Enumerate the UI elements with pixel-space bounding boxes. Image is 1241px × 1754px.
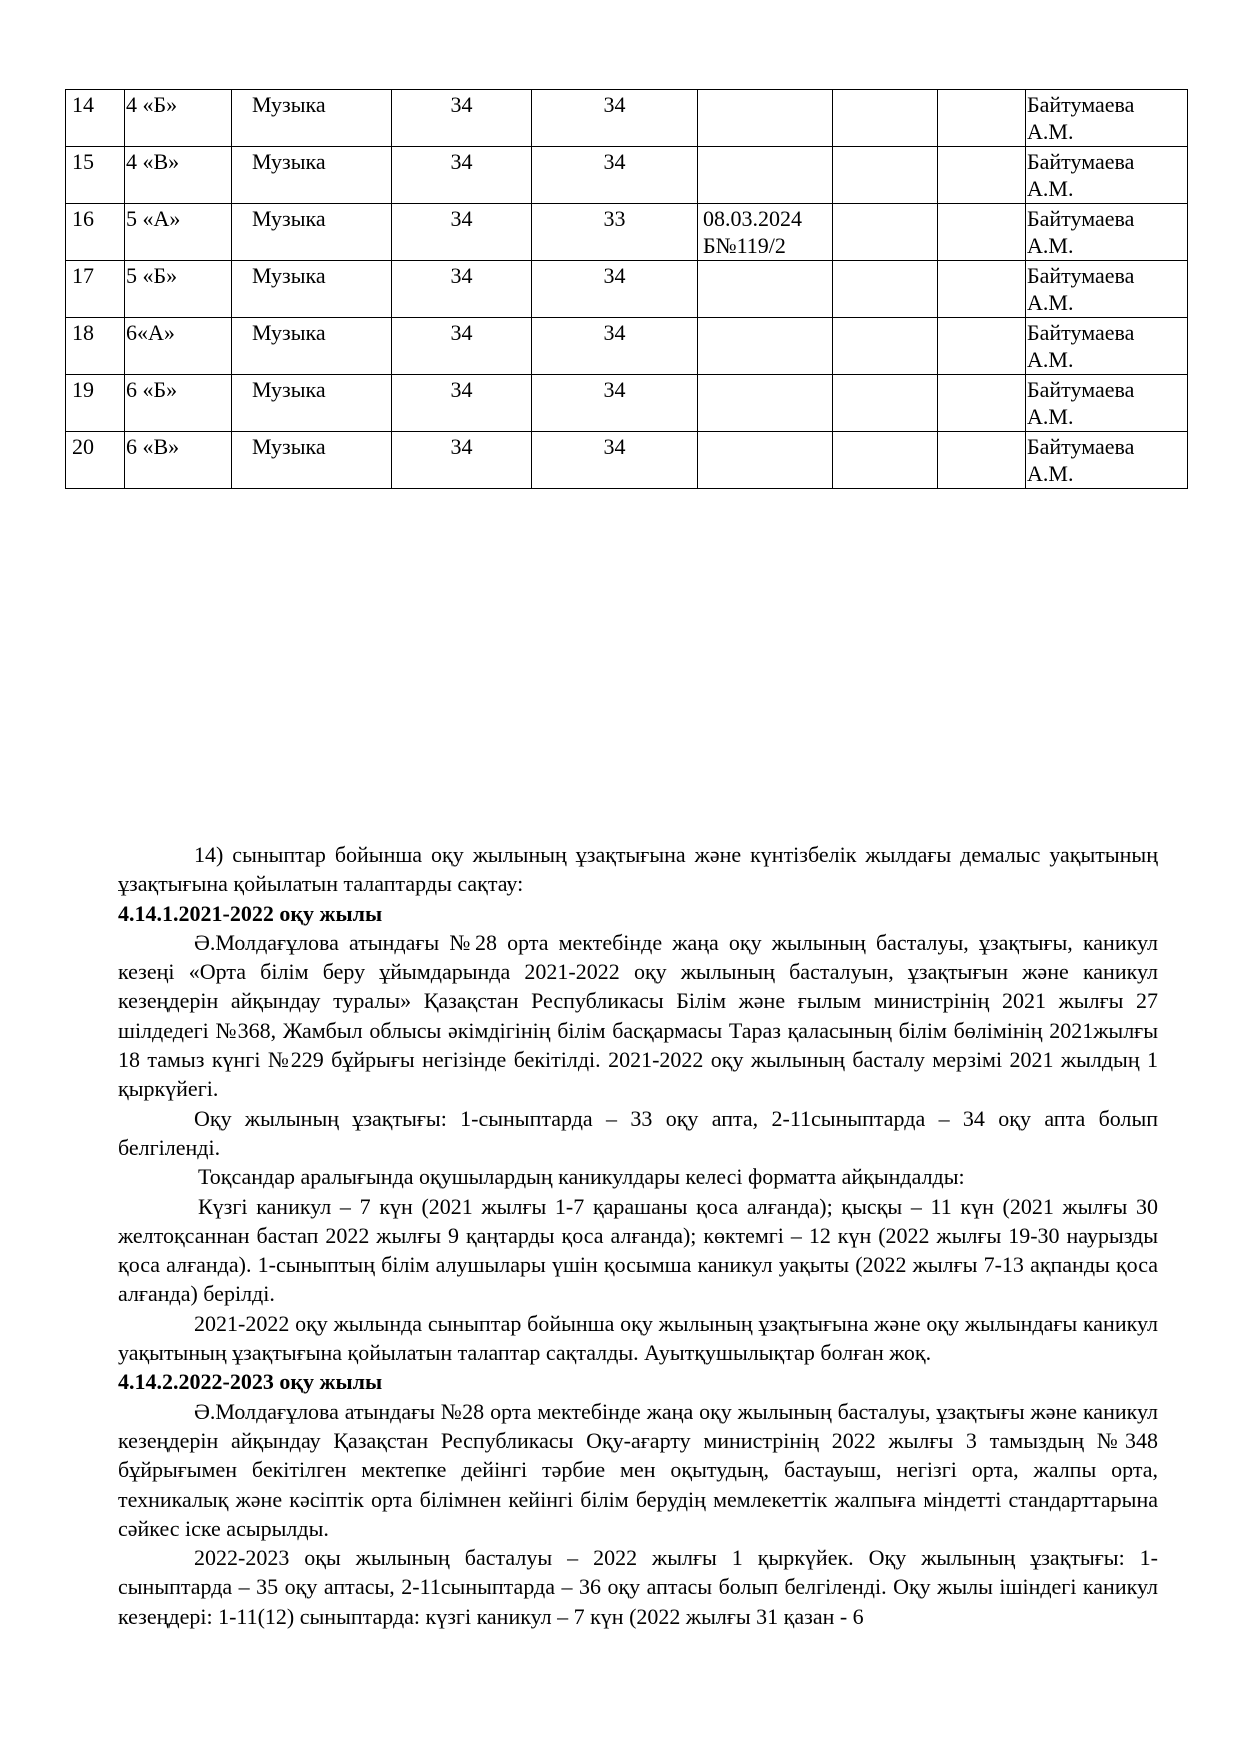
empty-cell (833, 432, 938, 489)
planned-hours-cell: 34 (392, 261, 532, 318)
planned-hours-cell: 34 (392, 318, 532, 375)
subject-cell: Музыка (232, 261, 392, 318)
subject-cell: Музыка (232, 375, 392, 432)
note-cell (698, 432, 833, 489)
paragraph-2021-start: Ә.Молдағұлова атындағы №28 орта мектебінде жаңа оқу жылының басталуы, ұзақтығы, каникул кезеңі «Орта білім беру ұйымдарында 2021-2022 оқу жылының басталуын, ұзақтығын және каникул кезеңдерін айқындау туралы» Қазақстан Республикасы Білім және ғылым министрінің 2021 жылғы 27 шілдедегі №368, Жамбыл облысы әкімдігінің білім басқармасы Тараз қаласының білім бөлімінің 2021жылғы 18 тамыз күнгі №229 бұйрығы негізінде бекітілді. 2021-2022 оқу жылының басталу мерзімі 2021 жылдың 1 қыркүйегі. (118, 929, 1158, 1102)
actual-hours-cell: 34 (532, 147, 698, 204)
row-number-cell: 19 (66, 375, 125, 432)
empty-cell (938, 432, 1026, 489)
table-row (66, 90, 1188, 147)
empty-cell (833, 261, 938, 318)
row-number-cell: 18 (66, 318, 125, 375)
actual-hours-cell: 34 (532, 261, 698, 318)
note-cell (698, 375, 833, 432)
teacher-cell: Байтумаева А.М. (1026, 375, 1188, 432)
note-cell (698, 90, 833, 147)
paragraph-2021-holidays: Күзгі каникул – 7 күн (2021 жылғы 1-7 қарашаны қоса алғанда); қысқы – 11 күн (2021 жылғы 30 желтоқсаннан бастап 2022 жылғы 9 қаңтарды қоса алғанда); көктемгі – 12 күн (2022 жылғы 19-30 наурызды қоса алғанда). 1-сыныптың білім алушылары үшін қосымша каникул уақыты (2022 жылғы 7-13 ақпанды қоса алғанда) берілді. (118, 1193, 1158, 1307)
paragraph-requirements-intro: 14) сыныптар бойынша оқу жылының ұзақтығына және күнтізбелік жылдағы демалыс уақытының ұзақтығына қойылатын талаптарды сақтау: (118, 842, 1158, 897)
paragraph-2021-conclusion: 2021-2022 оқу жылында сыныптар бойынша оқу жылының ұзақтығына және оқу жылындағы каникул уақытының ұзақтығына қойылатын талаптар сақталды. Ауытқушылықтар болған жоқ. (118, 1310, 1158, 1366)
empty-cell (938, 204, 1026, 261)
row-number-cell: 15 (66, 147, 125, 204)
empty-cell (938, 147, 1026, 204)
table-row (66, 318, 1188, 375)
empty-cell (833, 90, 938, 147)
empty-cell (938, 318, 1026, 375)
class-cell: 5 «Б» (125, 261, 232, 318)
actual-hours-cell: 34 (532, 375, 698, 432)
teacher-cell: Байтумаева А.М. (1026, 204, 1188, 261)
planned-hours-cell: 34 (392, 147, 532, 204)
subject-cell: Музыка (232, 432, 392, 489)
row-number-cell: 20 (66, 432, 125, 489)
class-cell: 4 «В» (125, 147, 232, 204)
table-row (66, 432, 1188, 489)
lessons-table-body (66, 90, 1188, 489)
planned-hours-cell: 34 (392, 375, 532, 432)
paragraph-2021-duration: Оқу жылының ұзақтығы: 1-сыныптарда – 33 оқу апта, 2-11сыныптарда – 34 оқу апта болып белгіленді. (118, 1105, 1158, 1160)
row-number-cell: 17 (66, 261, 125, 318)
subject-cell: Музыка (232, 318, 392, 375)
empty-cell (938, 375, 1026, 432)
class-cell: 6«А» (125, 318, 232, 375)
empty-cell (833, 375, 938, 432)
table-row (66, 375, 1188, 432)
section-heading-2022-2023: 4.14.2.2022-2023 оқу жылы (118, 1369, 383, 1395)
table-row (66, 147, 1188, 204)
empty-cell (833, 147, 938, 204)
empty-cell (938, 261, 1026, 318)
table-row (66, 261, 1188, 318)
class-cell: 5 «А» (125, 204, 232, 261)
class-cell: 6 «Б» (125, 375, 232, 432)
empty-cell (938, 90, 1026, 147)
teacher-cell: Байтумаева А.М. (1026, 318, 1188, 375)
planned-hours-cell: 34 (392, 432, 532, 489)
empty-cell (833, 204, 938, 261)
paragraph-2022-duration: 2022-2023 оқы жылының басталуы – 2022 жылғы 1 қыркүйек. Оқу жылының ұзақтығы: 1-сыныптарда – 35 оқу аптасы, 2-11сыныптарда – 36 оқу аптасы болып белгіленді. Оқу жылы ішіндегі каникул кезеңдері: 1-11(12) сыныптарда: күзгі каникул – 7 күн (2022 жылғы 31 қазан - 6 (118, 1545, 1158, 1629)
paragraph-2021-holidays-intro: Тоқсандар аралығында оқушылардың каникулдары келесі форматта айқындалды: (198, 1164, 965, 1190)
note-cell (698, 318, 833, 375)
paragraph-2022-start: Ә.Молдағұлова атындағы №28 орта мектебінде жаңа оқу жылының басталуы, ұзақтығы және каникул кезеңдерін айқындау Қазақстан Республикасы Оқу-ағарту министрінің 2022 жылғы 3 тамыздың №348 бұйрығымен бекітілген мектепке дейінгі тәрбие мен оқытудың, бастауыш, негізгі орта, жалпы орта, техникалық және кәсіптік орта білімнен кейінгі білім берудің мемлекеттік жалпыға міндетті стандарттарына сәйкес іске асырылды. (118, 1398, 1158, 1541)
note-cell (698, 261, 833, 318)
report-text (118, 840, 1158, 1631)
row-number-cell: 14 (66, 90, 125, 147)
row-number-cell: 16 (66, 204, 125, 261)
note-cell (698, 147, 833, 204)
subject-cell: Музыка (232, 147, 392, 204)
note-cell: 08.03.2024 Б№119/2 (698, 204, 833, 261)
subject-cell: Музыка (232, 204, 392, 261)
section-heading-2021-2022: 4.14.1.2021-2022 оқу жылы (118, 900, 383, 926)
teacher-cell: Байтумаева А.М. (1026, 147, 1188, 204)
teacher-cell: Байтумаева А.М. (1026, 261, 1188, 318)
subject-cell: Музыка (232, 90, 392, 147)
class-cell: 6 «В» (125, 432, 232, 489)
planned-hours-cell: 34 (392, 204, 532, 261)
actual-hours-cell: 34 (532, 318, 698, 375)
actual-hours-cell: 34 (532, 90, 698, 147)
table-row (66, 204, 1188, 261)
empty-cell (833, 318, 938, 375)
teacher-cell: Байтумаева А.М. (1026, 432, 1188, 489)
actual-hours-cell: 33 (532, 204, 698, 261)
planned-hours-cell: 34 (392, 90, 532, 147)
actual-hours-cell: 34 (532, 432, 698, 489)
teacher-cell: Байтумаева А.М. (1026, 90, 1188, 147)
class-cell: 4 «Б» (125, 90, 232, 147)
lessons-table (65, 89, 1188, 489)
